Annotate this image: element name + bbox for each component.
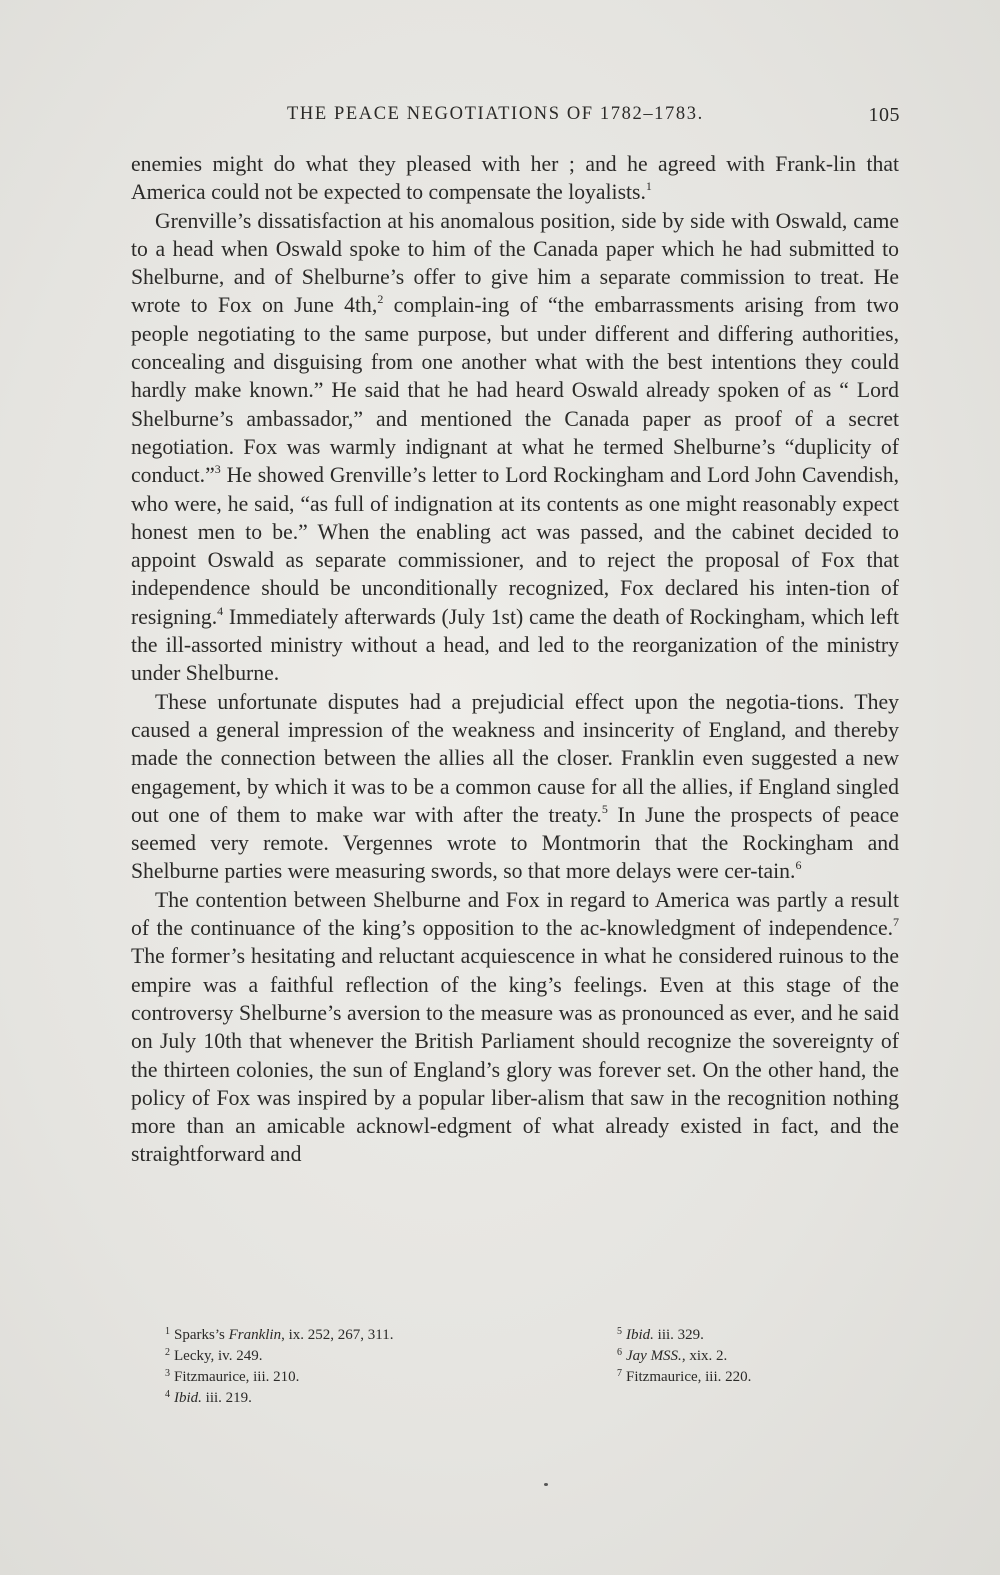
footnote-marker: 1: [645, 179, 652, 194]
ink-speck: [544, 1483, 548, 1486]
italic-text: Ibid.: [626, 1327, 654, 1343]
footnote-number: 6: [617, 1347, 622, 1358]
paragraph: [131, 150, 899, 207]
footnote-number: 1: [165, 1326, 170, 1337]
footnote: [617, 1346, 877, 1367]
footnote-marker: 2: [377, 292, 384, 307]
footnote: [165, 1388, 585, 1409]
text-run: Fitzmaurice, iii. 220.: [626, 1369, 752, 1385]
text-run: These unfortunate disputes had a prejudicial effect upon the negotia-tions. They caused a general impression of the weakness and insincerity of England, and thereby made the connection between the allies all the closer. Franklin even suggested a new engagement, by which it was to be a common cause for all the allies, if England singled out one of them to make war with after the treaty.: [131, 689, 899, 827]
text-run: iii. 329.: [653, 1327, 704, 1343]
text-run: The former’s hesitating and reluctant acquiescence in what he considered ruinous to the empire was a faithful reflection of the king’s feelings. Even at this stage of the controversy Shelburne’s aversion to the measure was as pronounced as ever, and he said on July 10th that whenever the British Parliament should recognize the sovereignty of the thirteen colonies, the sun of England’s glory was forever set. On the other hand, the policy of Fox was inspired by a popular liber-alism that saw in the recognition nothing more than an amicable acknowl-edgment of what already existed in fact, and the straightforward and: [131, 944, 899, 1167]
footnote-number: 3: [165, 1368, 170, 1379]
footnote-number: 5: [617, 1326, 622, 1337]
paragraph: [131, 886, 899, 1169]
text-run: complain-ing of “the embarrassments arising from two people negotiating to the same purpose, but under different and differing authorities, concealing and disguising from one another what with the best intentions they could hardly make known.” He said that he had heard Oswald already spoken of as “ Lord Shelburne’s ambassador,” and mentioned the Canada paper as proof of a secret negotiation. Fox was warmly indignant at what he termed Shelburne’s “duplicity of conduct.”: [131, 293, 899, 488]
paragraph: [131, 688, 899, 886]
text-run: Sparks’s: [174, 1327, 229, 1343]
footnote: [617, 1367, 877, 1388]
text-run: He showed Grenville’s letter to Lord Rockingham and Lord John Cavendish, who were, he said, “as full of indignation at its contents as one might reasonably expect honest men to be.” When the enabling act was passed, and the cabinet decided to appoint Oswald as separate commissioner, and to reject the proposal of Fox that independence should be unconditionally recognized, Fox declared his inten-tion of resigning.: [131, 463, 899, 629]
text-run: Lecky, iv. 249.: [174, 1348, 263, 1364]
footnote: [617, 1325, 877, 1346]
footnote-marker: 6: [795, 858, 802, 873]
italic-text: Franklin: [228, 1327, 282, 1343]
page-number: 105: [868, 104, 900, 126]
footnote: [165, 1346, 585, 1367]
footnote: [165, 1367, 585, 1388]
text-run: enemies might do what they pleased with her ; and he agreed with Frank-lin that America could not be expected to compensate the loyalists.: [131, 152, 899, 205]
footnote-marker: 3: [214, 462, 221, 477]
text-run: , xix. 2.: [681, 1348, 728, 1364]
italic-text: Ibid.: [174, 1390, 202, 1406]
text-run: Grenville’s dissatisfaction at his anomalous position, side by side with Oswald, came to a head when Oswald spoke to him of the Canada paper which he had submitted to Shelburne, and of Shelburne’s offer to give him a separate commission to treat. He wrote to Fox on June 4th,: [131, 208, 899, 318]
footnote-marker: 4: [217, 603, 224, 618]
footnote-number: 2: [165, 1347, 170, 1358]
page-header: [132, 100, 900, 134]
footnote-marker: 7: [893, 915, 899, 930]
body-text: [131, 150, 899, 1169]
text-run: In June the prospects of peace seemed very remote. Vergennes wrote to Montmorin that the Rockingham and Shelburne parties were measuring swords, so that more delays were cer-tain.: [131, 802, 899, 884]
text-run: Fitzmaurice, iii. 210.: [174, 1369, 300, 1385]
italic-text: Jay MSS.: [626, 1348, 682, 1364]
footnote-number: 7: [617, 1368, 622, 1379]
footnote: [165, 1325, 585, 1346]
text-run: iii. 219.: [201, 1390, 252, 1406]
text-run: , ix. 252, 267, 311.: [281, 1327, 394, 1343]
footnotes-left-column: [165, 1325, 585, 1409]
footnotes-right-column: [617, 1325, 877, 1388]
footnote-number: 4: [165, 1389, 170, 1400]
text-run: The contention between Shelburne and Fox in regard to America was partly a result of the continuance of the king’s opposition to the ac-knowledgment of independence.: [131, 887, 899, 941]
text-run: Immediately afterwards (July 1st) came the death of Rockingham, which left the ill-assorted ministry without a head, and led to the reorganization of the ministry under Shelburne.: [131, 604, 899, 686]
running-head: THE PEACE NEGOTIATIONS OF 1782–1783.: [287, 104, 704, 124]
paragraph: [131, 207, 899, 688]
footnote-marker: 5: [601, 801, 608, 816]
